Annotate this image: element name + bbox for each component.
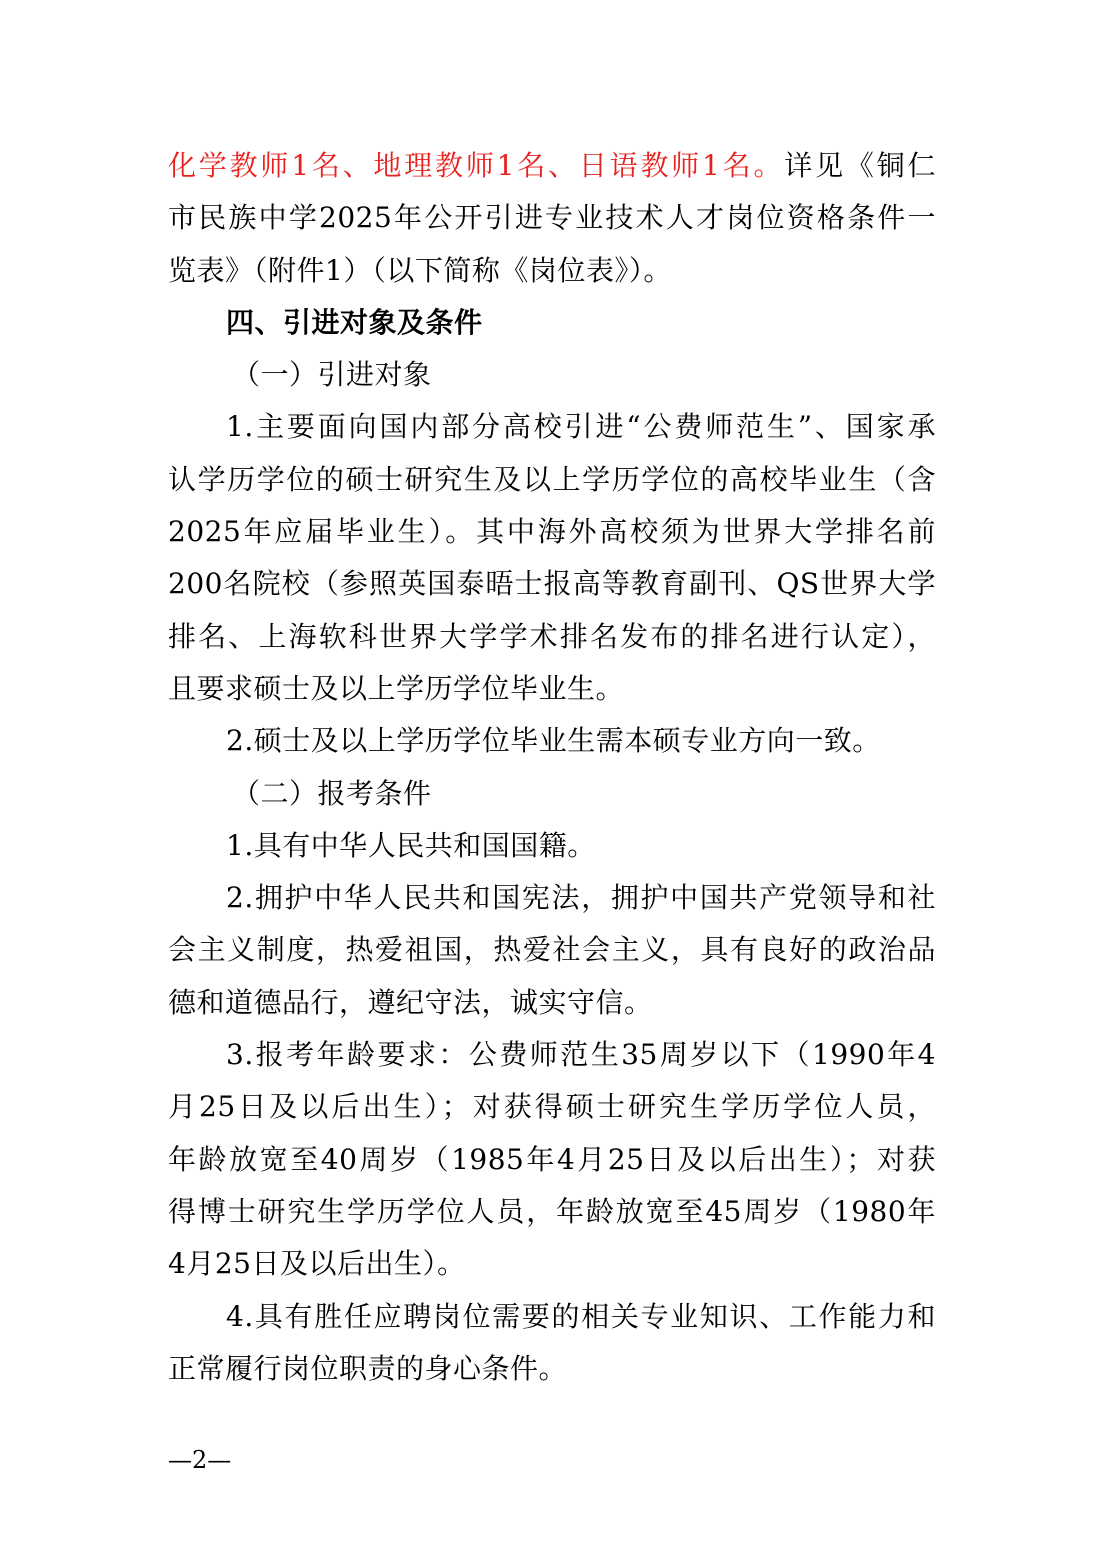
paragraph-line: 2.硕士及以上学历学位毕业生需本硕专业方向一致。 [226,724,881,758]
subsection-heading: （二）报考条件 [232,776,432,810]
paragraph-line: 会主义制度，热爱祖国，热爱社会主义，具有良好的政治品 [168,933,936,967]
paragraph-line: 1.具有中华人民共和国国籍。 [226,828,596,862]
paragraph-line: 认学历学位的硕士研究生及以上学历学位的高校毕业生（含 [168,462,936,496]
paragraph-text: 详见《铜仁 [784,149,936,182]
paragraph-line: 正常履行岗位职责的身心条件。 [168,1351,568,1385]
paragraph-line [168,140,936,192]
paragraph-line: 年龄放宽至40周岁（1985年4月25日及以后出生）；对获 [168,1142,936,1176]
paragraph-line: 排名、上海软科世界大学学术排名发布的排名进行认定）， [168,619,936,653]
page-number: —2— [168,1446,232,1474]
paragraph-line: 览表》（附件1）（以下简称《岗位表》）。 [168,253,672,287]
section-heading: 四、引进对象及条件 [226,305,483,339]
paragraph-line: 4.具有胜任应聘岗位需要的相关专业知识、工作能力和 [226,1299,936,1333]
paragraph-line: 3.报考年龄要求：公费师范生35周岁以下（1990年4 [226,1038,936,1072]
highlighted-text: 化学教师1名、地理教师1名、日语教师1名。 [168,149,785,182]
paragraph-line: 得博士研究生学历学位人员，年龄放宽至45周岁（1980年 [168,1194,936,1228]
paragraph-line: 200名院校（参照英国泰晤士报高等教育副刊、QS世界大学 [168,567,936,601]
paragraph-line: 月25日及以后出生）；对获得硕士研究生学历学位人员， [168,1090,936,1124]
paragraph-line: 4月25日及以后出生）。 [168,1247,466,1281]
subsection-heading: （一）引进对象 [232,358,432,392]
document-body [168,140,936,1395]
paragraph-line: 且要求硕士及以上学历学位毕业生。 [168,671,625,705]
paragraph-line: 2025年应届毕业生）。其中海外高校须为世界大学排名前 [168,515,936,549]
paragraph-line: 德和道德品行，遵纪守法，诚实守信。 [168,985,653,1019]
paragraph-line: 2.拥护中华人民共和国宪法，拥护中国共产党领导和社 [226,881,936,915]
paragraph-line: 1.主要面向国内部分高校引进“公费师范生”、国家承 [226,410,936,444]
paragraph-line: 市民族中学2025年公开引进专业技术人才岗位资格条件一 [168,201,936,235]
